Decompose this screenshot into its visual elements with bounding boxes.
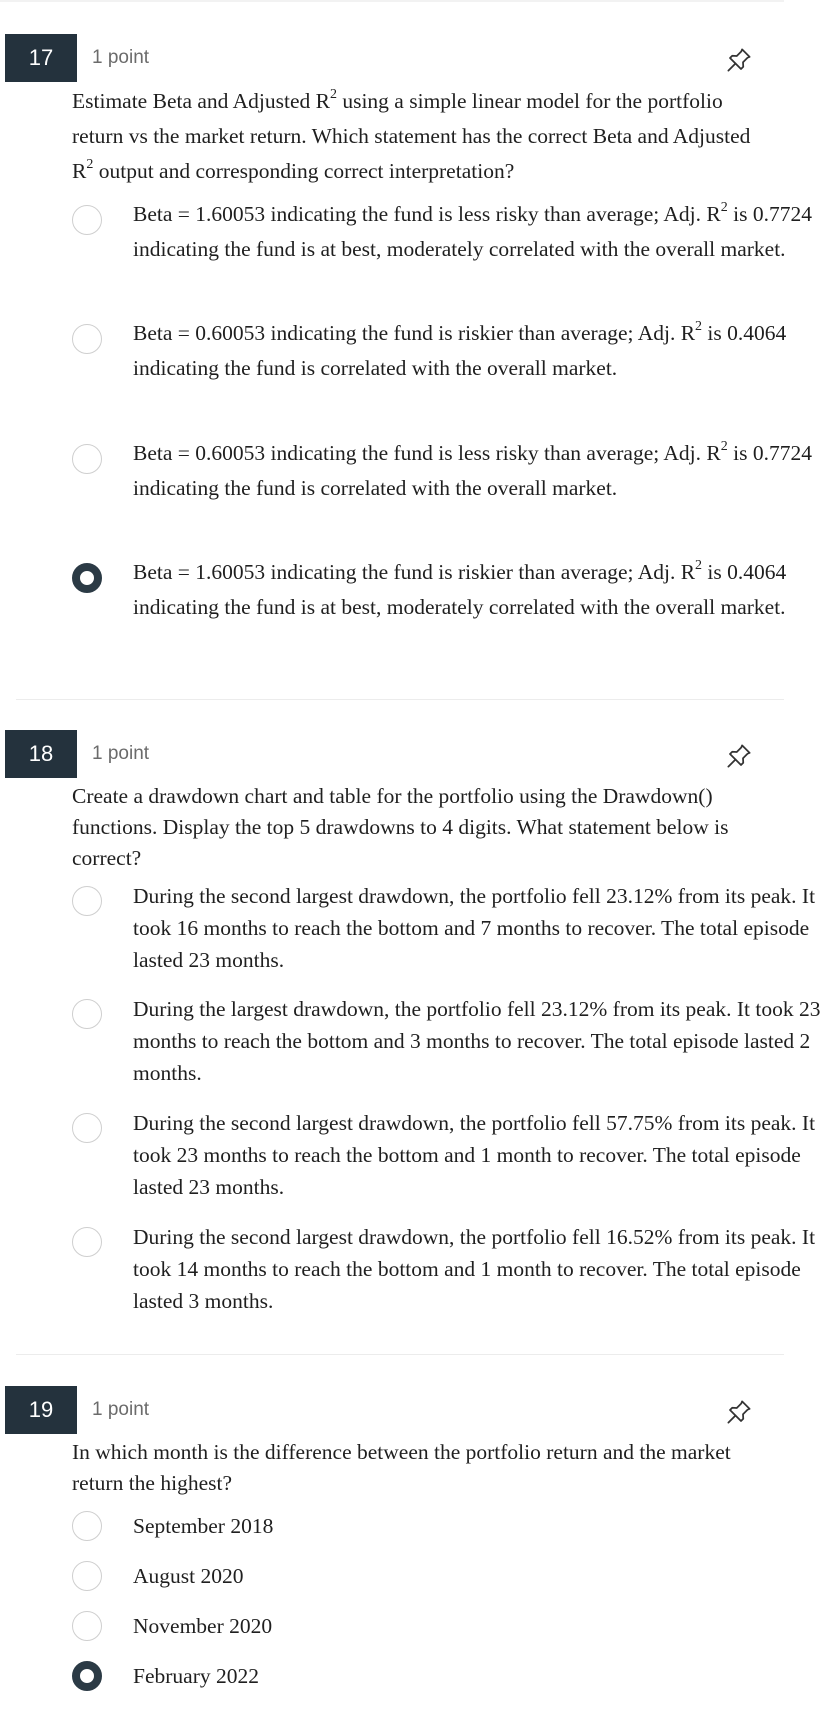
option-label: During the second largest drawdown, the portfolio fell 57.75% from its peak. It took 23 months to reach the bottom and 1 month to recover. The total episode lasted 23 months.	[133, 1111, 816, 1199]
radio-button[interactable]	[72, 1611, 102, 1641]
question-points: 1 point	[92, 47, 150, 68]
question-points: 1 point	[92, 743, 150, 764]
option-label: February 2022	[133, 1664, 259, 1688]
option-label: Beta = 0.60053 indicating the fund is less risky than average; Adj. $R^2$ is 0.7724 indicating the fund is correlated with the overall market.	[133, 438, 812, 500]
radio-button[interactable]	[72, 444, 102, 474]
radio-button[interactable]	[72, 1113, 102, 1143]
option-label: During the second largest drawdown, the portfolio fell 16.52% from its peak. It took 14 months to reach the bottom and 1 month to recover. The total episode lasted 3 months.	[133, 1225, 816, 1313]
question-prompt: Estimate Beta and Adjusted $R^2$ using a simple linear model for the portfolio return vs the market return. Which statement has the correct Beta and Adjusted $R^2$ output and corresponding correct interpretation?	[72, 86, 751, 183]
radio-button[interactable]	[72, 205, 102, 235]
radio-button[interactable]	[72, 999, 102, 1029]
radio-button-selected[interactable]	[72, 563, 102, 593]
top-divider	[0, 0, 784, 2]
pin-icon[interactable]	[724, 741, 754, 771]
question-prompt: Create a drawdown chart and table for the portfolio using the Drawdown() functions. Display the top 5 drawdowns to 4 digits. What statement below is correct?	[72, 784, 729, 870]
question-number: 18	[5, 730, 77, 778]
radio-button-selected[interactable]	[72, 1661, 102, 1691]
radio-button[interactable]	[72, 886, 102, 916]
question-number: 19	[5, 1386, 77, 1434]
pin-icon[interactable]	[724, 45, 754, 75]
pin-icon[interactable]	[724, 1397, 754, 1427]
option-label: September 2018	[133, 1514, 274, 1538]
radio-button[interactable]	[72, 324, 102, 354]
option-label: During the largest drawdown, the portfolio fell 23.12% from its peak. It took 23 months to reach the bottom and 3 months to recover. The total episode lasted 2 months.	[133, 997, 821, 1085]
option-label: Beta = 1.60053 indicating the fund is riskier than average; Adj. $R^2$ is 0.4064 indicating the fund is at best, moderately correlated with the overall market.	[133, 557, 787, 619]
option-label: November 2020	[133, 1614, 273, 1638]
option-label: Beta = 1.60053 indicating the fund is less risky than average; Adj. $R^2$ is 0.7724 indicating the fund is at best, moderately correlated with the overall market.	[133, 199, 812, 261]
question-number: 17	[5, 34, 77, 82]
radio-button[interactable]	[72, 1511, 102, 1541]
question-divider	[16, 699, 784, 700]
question-points: 1 point	[92, 1399, 150, 1420]
radio-button[interactable]	[72, 1561, 102, 1591]
option-label: Beta = 0.60053 indicating the fund is riskier than average; Adj. $R^2$ is 0.4064 indicating the fund is correlated with the overall market.	[133, 318, 787, 380]
option-label: During the second largest drawdown, the portfolio fell 23.12% from its peak. It took 16 months to reach the bottom and 7 months to recover. The total episode lasted 23 months.	[133, 884, 816, 972]
question-prompt: In which month is the difference between the portfolio return and the market return the highest?	[72, 1440, 731, 1495]
radio-button[interactable]	[72, 1227, 102, 1257]
question-divider	[16, 1354, 784, 1355]
option-label: August 2020	[133, 1564, 244, 1588]
